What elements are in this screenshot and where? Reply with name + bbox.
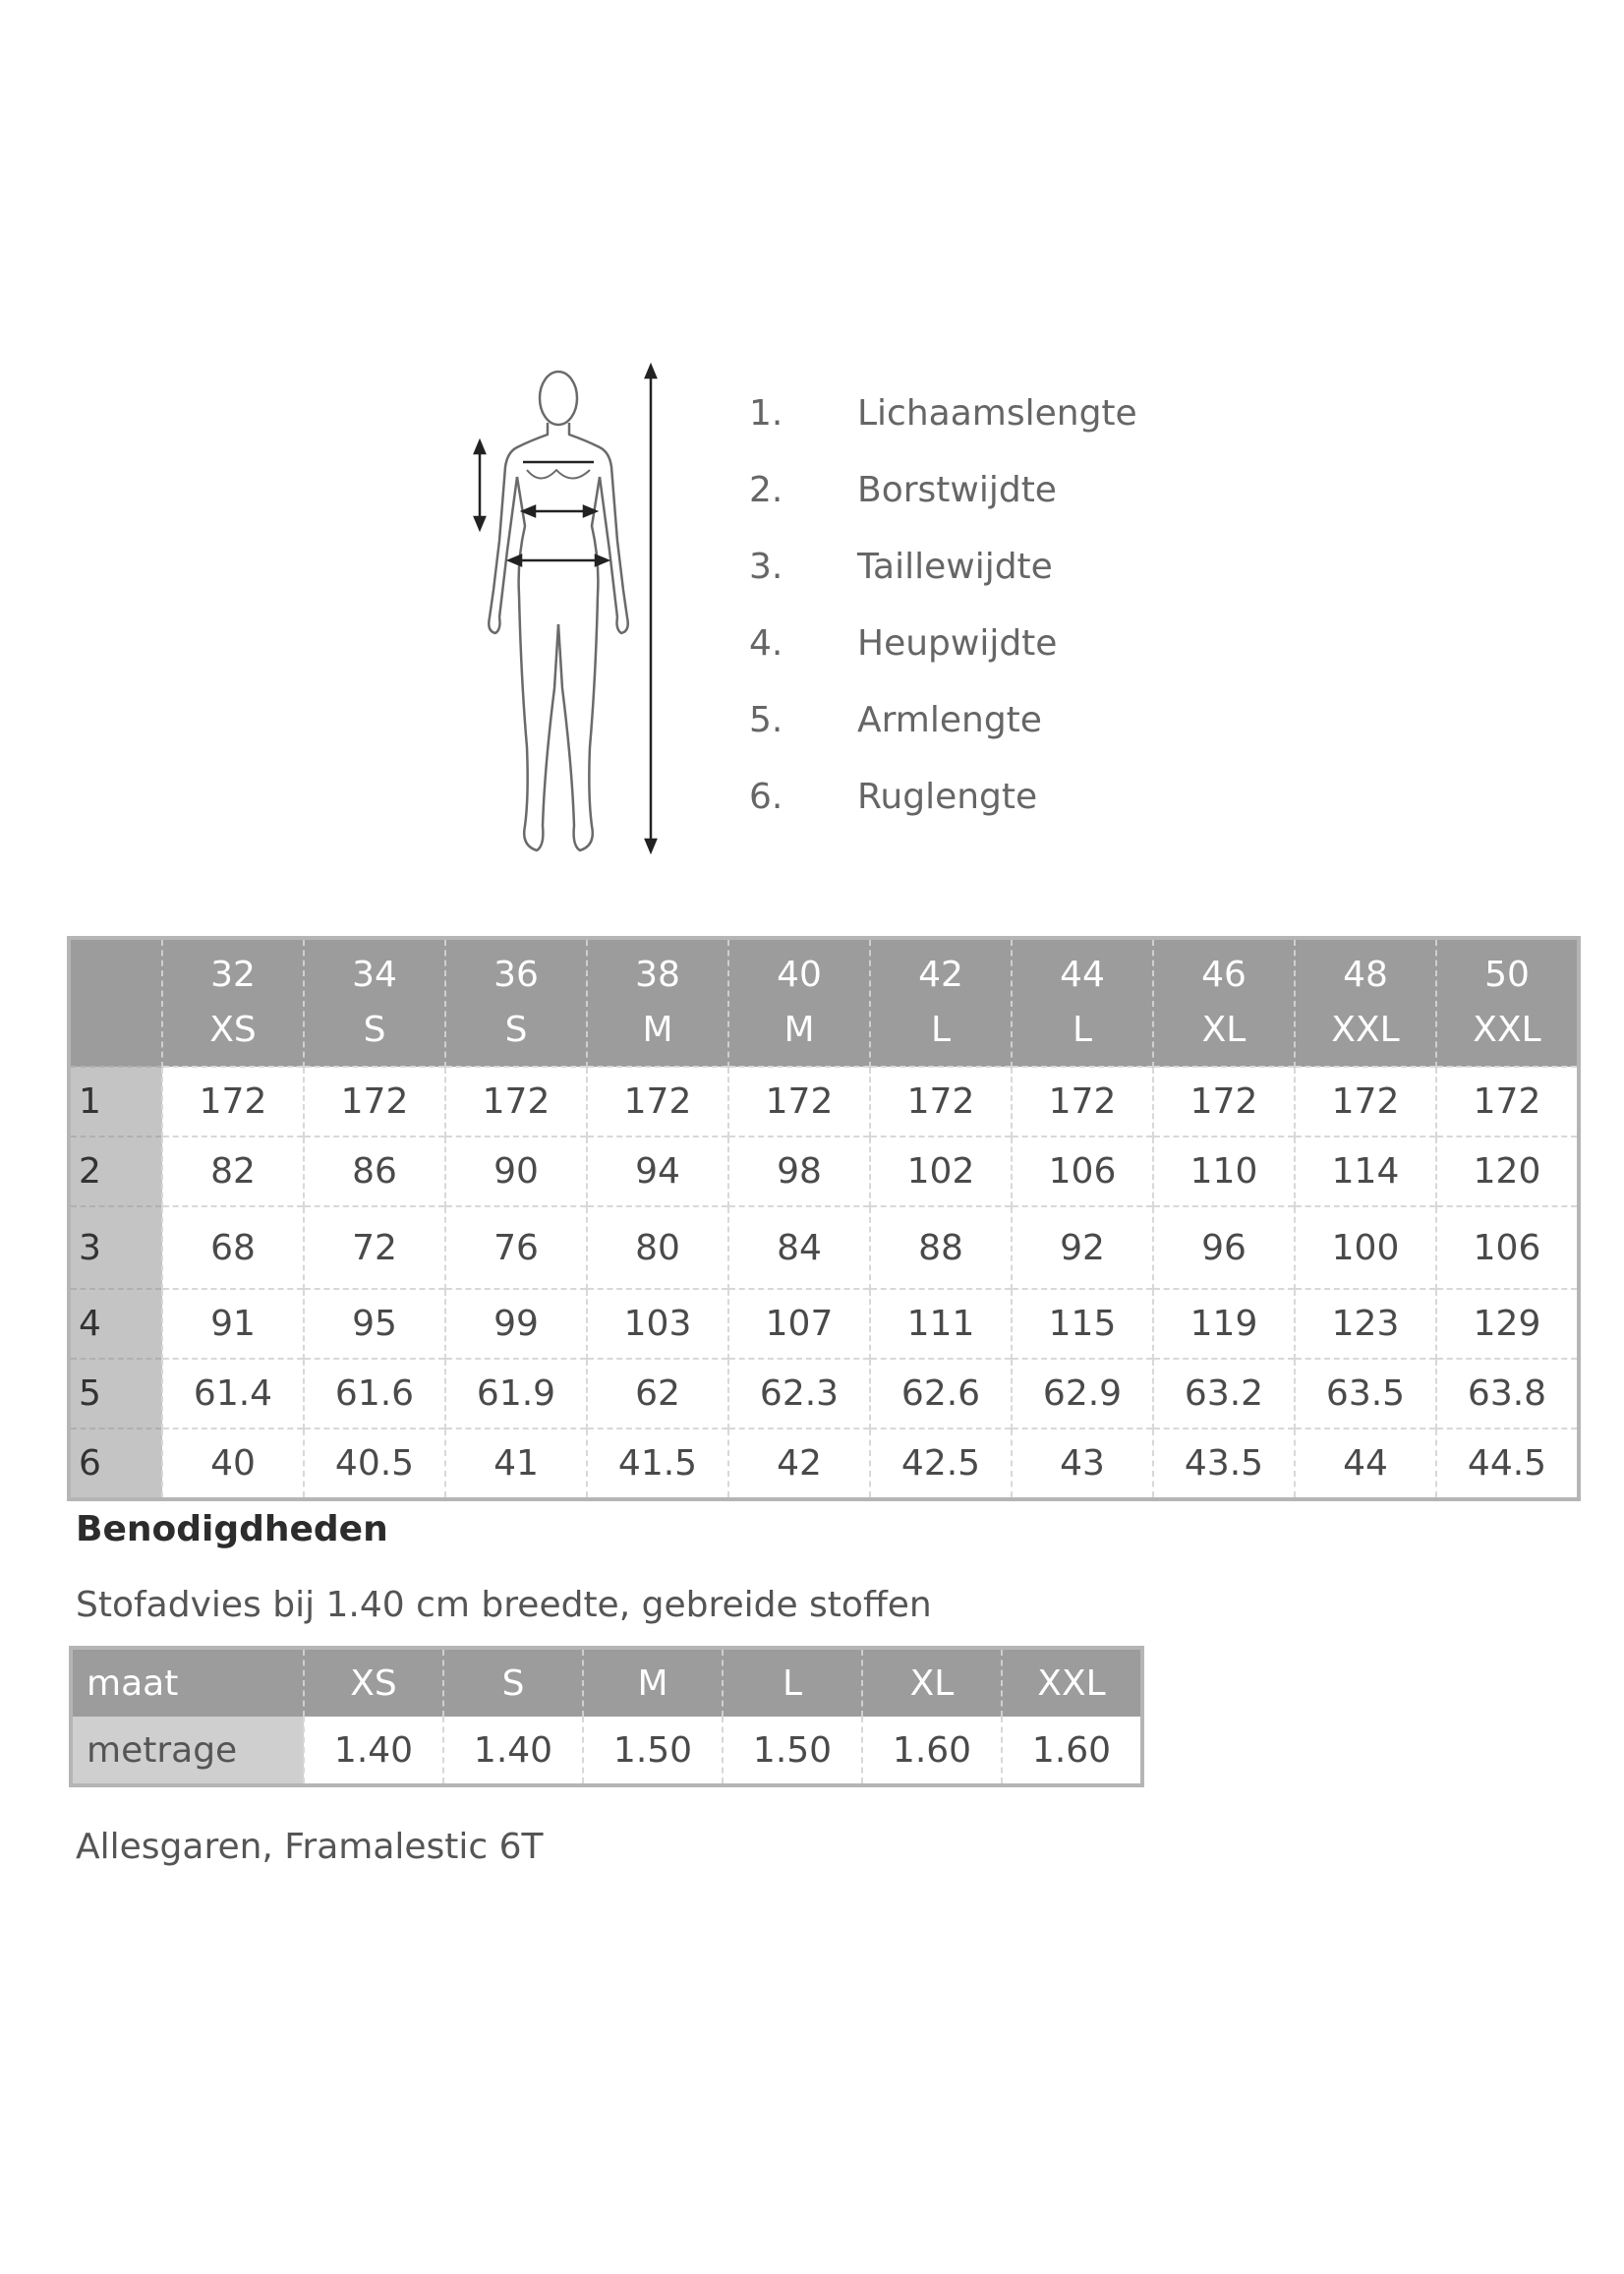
table-cell: 172 [587, 1067, 728, 1137]
table-cell: 172 [162, 1067, 304, 1137]
measurement-legend [749, 393, 1241, 853]
size-letter: S [363, 1010, 386, 1050]
table-cell: 172 [1153, 1067, 1295, 1137]
size-letter: XS [209, 1010, 257, 1050]
size-column-header [728, 938, 870, 1067]
size-chart-table [67, 936, 1581, 1501]
table-cell: 41 [445, 1429, 587, 1499]
table-cell: 172 [304, 1067, 445, 1137]
row-measurement-number: 2 [69, 1137, 162, 1206]
table-cell: 68 [162, 1206, 304, 1289]
table-cell: 44.5 [1436, 1429, 1579, 1499]
legend-label: Borstwijdte [857, 470, 1057, 510]
yardage-size-header: XL [862, 1648, 1002, 1717]
yardage-header-label: maat [71, 1648, 304, 1717]
row-measurement-number: 6 [69, 1429, 162, 1499]
size-table-corner [69, 938, 162, 1067]
fabric-advice: Stofadvies bij 1.40 cm breedte, gebreide stoffen [76, 1585, 932, 1625]
yardage-value-row [71, 1717, 1142, 1785]
legend-label: Taillewijdte [857, 547, 1053, 587]
yardage-size-header: M [583, 1648, 723, 1717]
table-cell: 41.5 [587, 1429, 728, 1499]
size-number: 44 [1060, 955, 1105, 995]
size-column-header [445, 938, 587, 1067]
size-letter: L [1072, 1010, 1093, 1050]
table-cell: 86 [304, 1137, 445, 1206]
table-cell: 172 [1012, 1067, 1153, 1137]
table-cell: 62.3 [728, 1359, 870, 1429]
size-column-header [1436, 938, 1579, 1067]
yardage-value: 1.60 [862, 1717, 1002, 1785]
table-cell: 62.9 [1012, 1359, 1153, 1429]
table-cell: 172 [445, 1067, 587, 1137]
yardage-size-header: XS [304, 1648, 443, 1717]
table-cell: 94 [587, 1137, 728, 1206]
size-number: 32 [210, 955, 256, 995]
size-column-header [1295, 938, 1436, 1067]
table-cell: 76 [445, 1206, 587, 1289]
size-column-header [870, 938, 1012, 1067]
table-cell: 44 [1295, 1429, 1436, 1499]
table-cell: 172 [1295, 1067, 1436, 1137]
table-cell: 120 [1436, 1137, 1579, 1206]
size-letter: S [504, 1010, 528, 1050]
table-cell: 43.5 [1153, 1429, 1295, 1499]
table-row [69, 1137, 1579, 1206]
supplies-title: Benodigdheden [76, 1509, 388, 1549]
table-cell: 62.6 [870, 1359, 1012, 1429]
table-cell: 72 [304, 1206, 445, 1289]
yardage-table [69, 1646, 1144, 1787]
table-cell: 106 [1436, 1206, 1579, 1289]
table-cell: 92 [1012, 1206, 1153, 1289]
legend-item [749, 547, 1241, 623]
size-table-header-row [69, 938, 1579, 1067]
table-cell: 106 [1012, 1137, 1153, 1206]
table-row [69, 1429, 1579, 1499]
size-table-body [69, 1067, 1579, 1499]
yardage-value: 1.50 [583, 1717, 723, 1785]
size-number: 34 [352, 955, 397, 995]
yardage-value: 1.40 [304, 1717, 443, 1785]
size-number: 38 [635, 955, 680, 995]
legend-number: 3. [749, 547, 783, 587]
table-cell: 129 [1436, 1289, 1579, 1359]
table-cell: 115 [1012, 1289, 1153, 1359]
table-cell: 62 [587, 1359, 728, 1429]
table-cell: 82 [162, 1137, 304, 1206]
yarn-supplier: Allesgaren, Framalestic 6T [76, 1827, 544, 1867]
table-cell: 80 [587, 1206, 728, 1289]
size-number: 48 [1343, 955, 1388, 995]
size-letter: XXL [1473, 1010, 1541, 1050]
table-cell: 40.5 [304, 1429, 445, 1499]
table-cell: 102 [870, 1137, 1012, 1206]
table-cell: 107 [728, 1289, 870, 1359]
table-cell: 98 [728, 1137, 870, 1206]
yardage-value: 1.50 [723, 1717, 862, 1785]
size-number: 40 [777, 955, 822, 995]
size-column-header [162, 938, 304, 1067]
yardage-row-label: metrage [71, 1717, 304, 1785]
table-cell: 172 [1436, 1067, 1579, 1137]
table-cell: 40 [162, 1429, 304, 1499]
legend-item [749, 623, 1241, 700]
row-measurement-number: 3 [69, 1206, 162, 1289]
legend-item [749, 393, 1241, 470]
size-letter: XXL [1331, 1010, 1400, 1050]
size-letter: XL [1201, 1010, 1247, 1050]
table-row [69, 1359, 1579, 1429]
table-cell: 172 [870, 1067, 1012, 1137]
table-cell: 90 [445, 1137, 587, 1206]
legend-number: 4. [749, 623, 783, 664]
table-cell: 114 [1295, 1137, 1436, 1206]
legend-number: 6. [749, 777, 783, 817]
body-measurement-figure [452, 354, 678, 865]
table-cell: 119 [1153, 1289, 1295, 1359]
table-cell: 95 [304, 1289, 445, 1359]
table-cell: 100 [1295, 1206, 1436, 1289]
size-column-header [304, 938, 445, 1067]
table-row [69, 1206, 1579, 1289]
table-cell: 63.5 [1295, 1359, 1436, 1429]
table-cell: 61.9 [445, 1359, 587, 1429]
table-cell: 111 [870, 1289, 1012, 1359]
size-number: 50 [1484, 955, 1530, 995]
legend-item [749, 700, 1241, 777]
size-column-header [587, 938, 728, 1067]
table-cell: 61.4 [162, 1359, 304, 1429]
yardage-size-header: S [443, 1648, 583, 1717]
table-row [69, 1067, 1579, 1137]
legend-number: 2. [749, 470, 783, 510]
size-letter: M [642, 1010, 673, 1050]
table-cell: 84 [728, 1206, 870, 1289]
table-cell: 123 [1295, 1289, 1436, 1359]
legend-label: Armlengte [857, 700, 1042, 740]
table-cell: 42.5 [870, 1429, 1012, 1499]
row-measurement-number: 4 [69, 1289, 162, 1359]
legend-label: Lichaamslengte [857, 393, 1137, 434]
legend-item [749, 777, 1241, 853]
size-number: 36 [493, 955, 539, 995]
legend-number: 5. [749, 700, 783, 740]
table-row [69, 1289, 1579, 1359]
table-cell: 96 [1153, 1206, 1295, 1289]
size-letter: L [930, 1010, 952, 1050]
size-column-header [1012, 938, 1153, 1067]
table-cell: 103 [587, 1289, 728, 1359]
legend-label: Heupwijdte [857, 623, 1058, 664]
figure-head [540, 372, 577, 425]
row-measurement-number: 5 [69, 1359, 162, 1429]
legend-label: Ruglengte [857, 777, 1038, 817]
table-cell: 63.8 [1436, 1359, 1579, 1429]
table-cell: 172 [728, 1067, 870, 1137]
size-number: 42 [918, 955, 963, 995]
table-cell: 88 [870, 1206, 1012, 1289]
yardage-header-row [71, 1648, 1142, 1717]
yardage-size-header: L [723, 1648, 862, 1717]
table-cell: 42 [728, 1429, 870, 1499]
yardage-value: 1.40 [443, 1717, 583, 1785]
legend-item [749, 470, 1241, 547]
size-letter: M [783, 1010, 815, 1050]
size-column-header [1153, 938, 1295, 1067]
row-measurement-number: 1 [69, 1067, 162, 1137]
table-cell: 91 [162, 1289, 304, 1359]
table-cell: 99 [445, 1289, 587, 1359]
table-cell: 61.6 [304, 1359, 445, 1429]
legend-number: 1. [749, 393, 783, 434]
size-number: 46 [1201, 955, 1247, 995]
yardage-value: 1.60 [1002, 1717, 1142, 1785]
table-cell: 110 [1153, 1137, 1295, 1206]
table-cell: 43 [1012, 1429, 1153, 1499]
table-cell: 63.2 [1153, 1359, 1295, 1429]
yardage-size-header: XXL [1002, 1648, 1142, 1717]
